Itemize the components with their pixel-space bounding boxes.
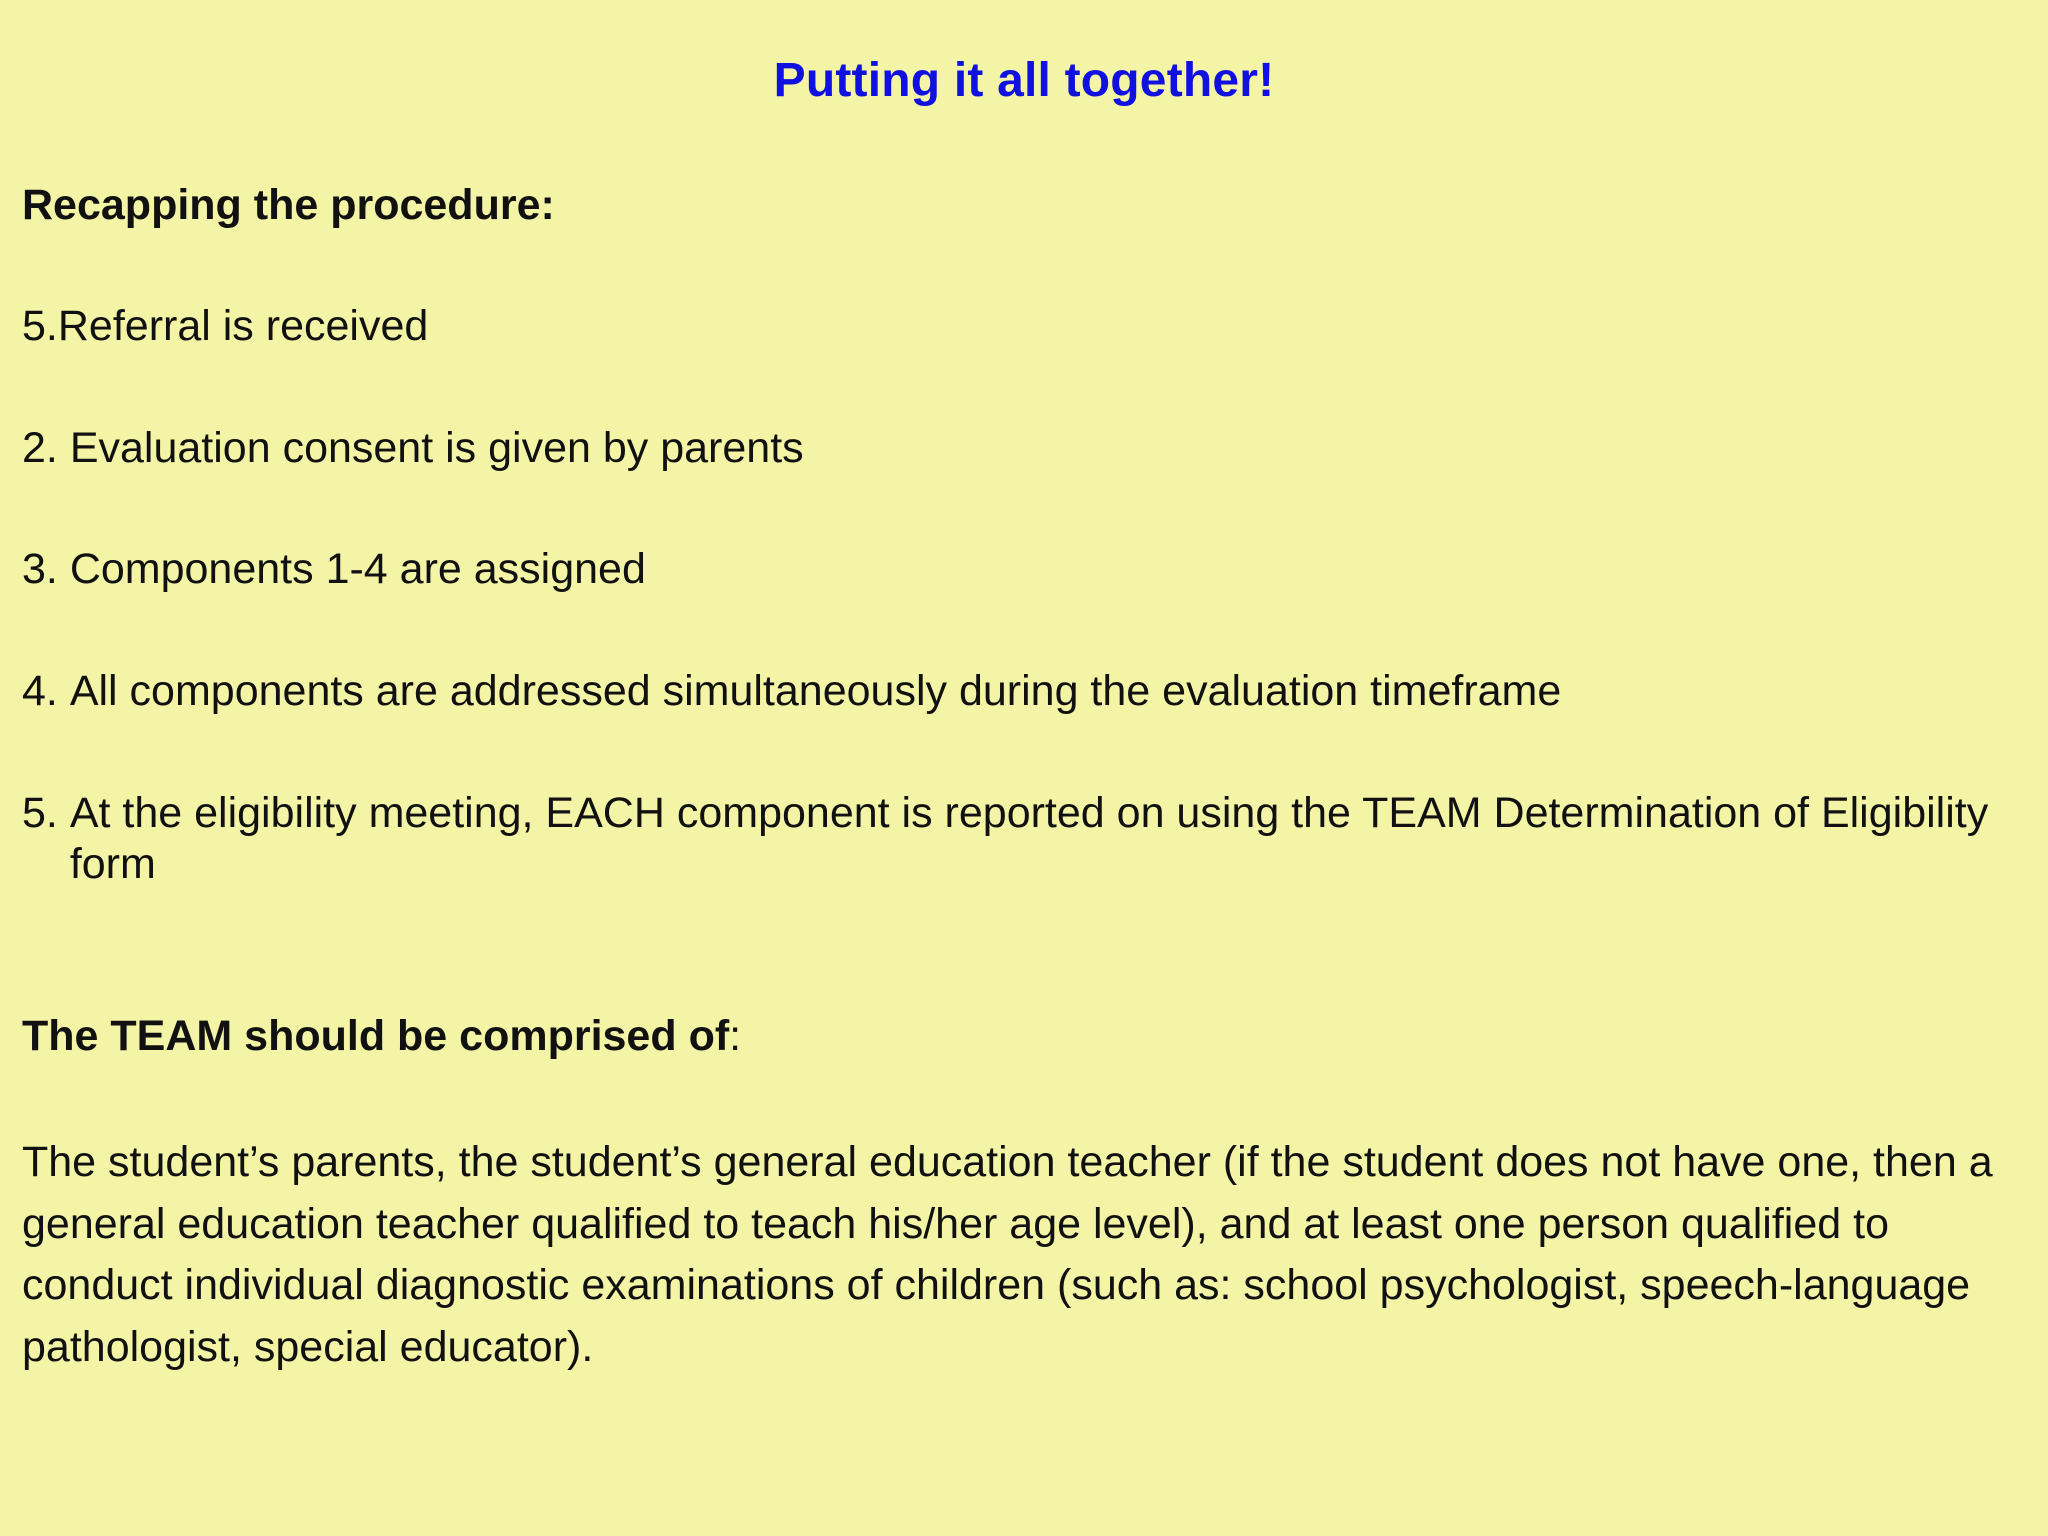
step-item [22, 423, 2026, 475]
step-item [22, 788, 2026, 891]
step-number: 4. [22, 666, 70, 715]
team-description: The student’s parents, the student’s general education teacher (if the student does not have one, then a general education teacher qualified to teach his/her age level), and at least one person qualified to conduct individual diagnostic examinations of children (such as: school psychologist, speech-language pathologist, special educator). [22, 1138, 1993, 1371]
step-text: Referral is received [57, 302, 429, 351]
step-item [22, 666, 2026, 718]
step-number: 3. [22, 545, 70, 594]
step-text: At the eligibility meeting, EACH component is reported on using the TEAM Determination of Eligibility form [69, 788, 1989, 889]
recap-heading: Recapping the procedure: [22, 180, 555, 229]
step-item [22, 544, 2026, 596]
team-heading-colon: : [729, 1011, 742, 1060]
procedure-steps [22, 301, 2026, 891]
step-text: Components 1-4 are assigned [69, 545, 646, 594]
step-number: 2. [22, 423, 70, 472]
team-heading-bold: The TEAM should be comprised of [22, 1011, 730, 1060]
step-text: All components are addressed simultaneously during the evaluation timeframe [69, 666, 1562, 715]
step-number: 5. [22, 302, 58, 351]
step-item [22, 301, 2026, 353]
team-heading [22, 1011, 2026, 1063]
step-text: Evaluation consent is given by parents [69, 423, 804, 472]
slide-title: Putting it all together! [773, 54, 1275, 107]
step-number: 5. [22, 788, 70, 837]
